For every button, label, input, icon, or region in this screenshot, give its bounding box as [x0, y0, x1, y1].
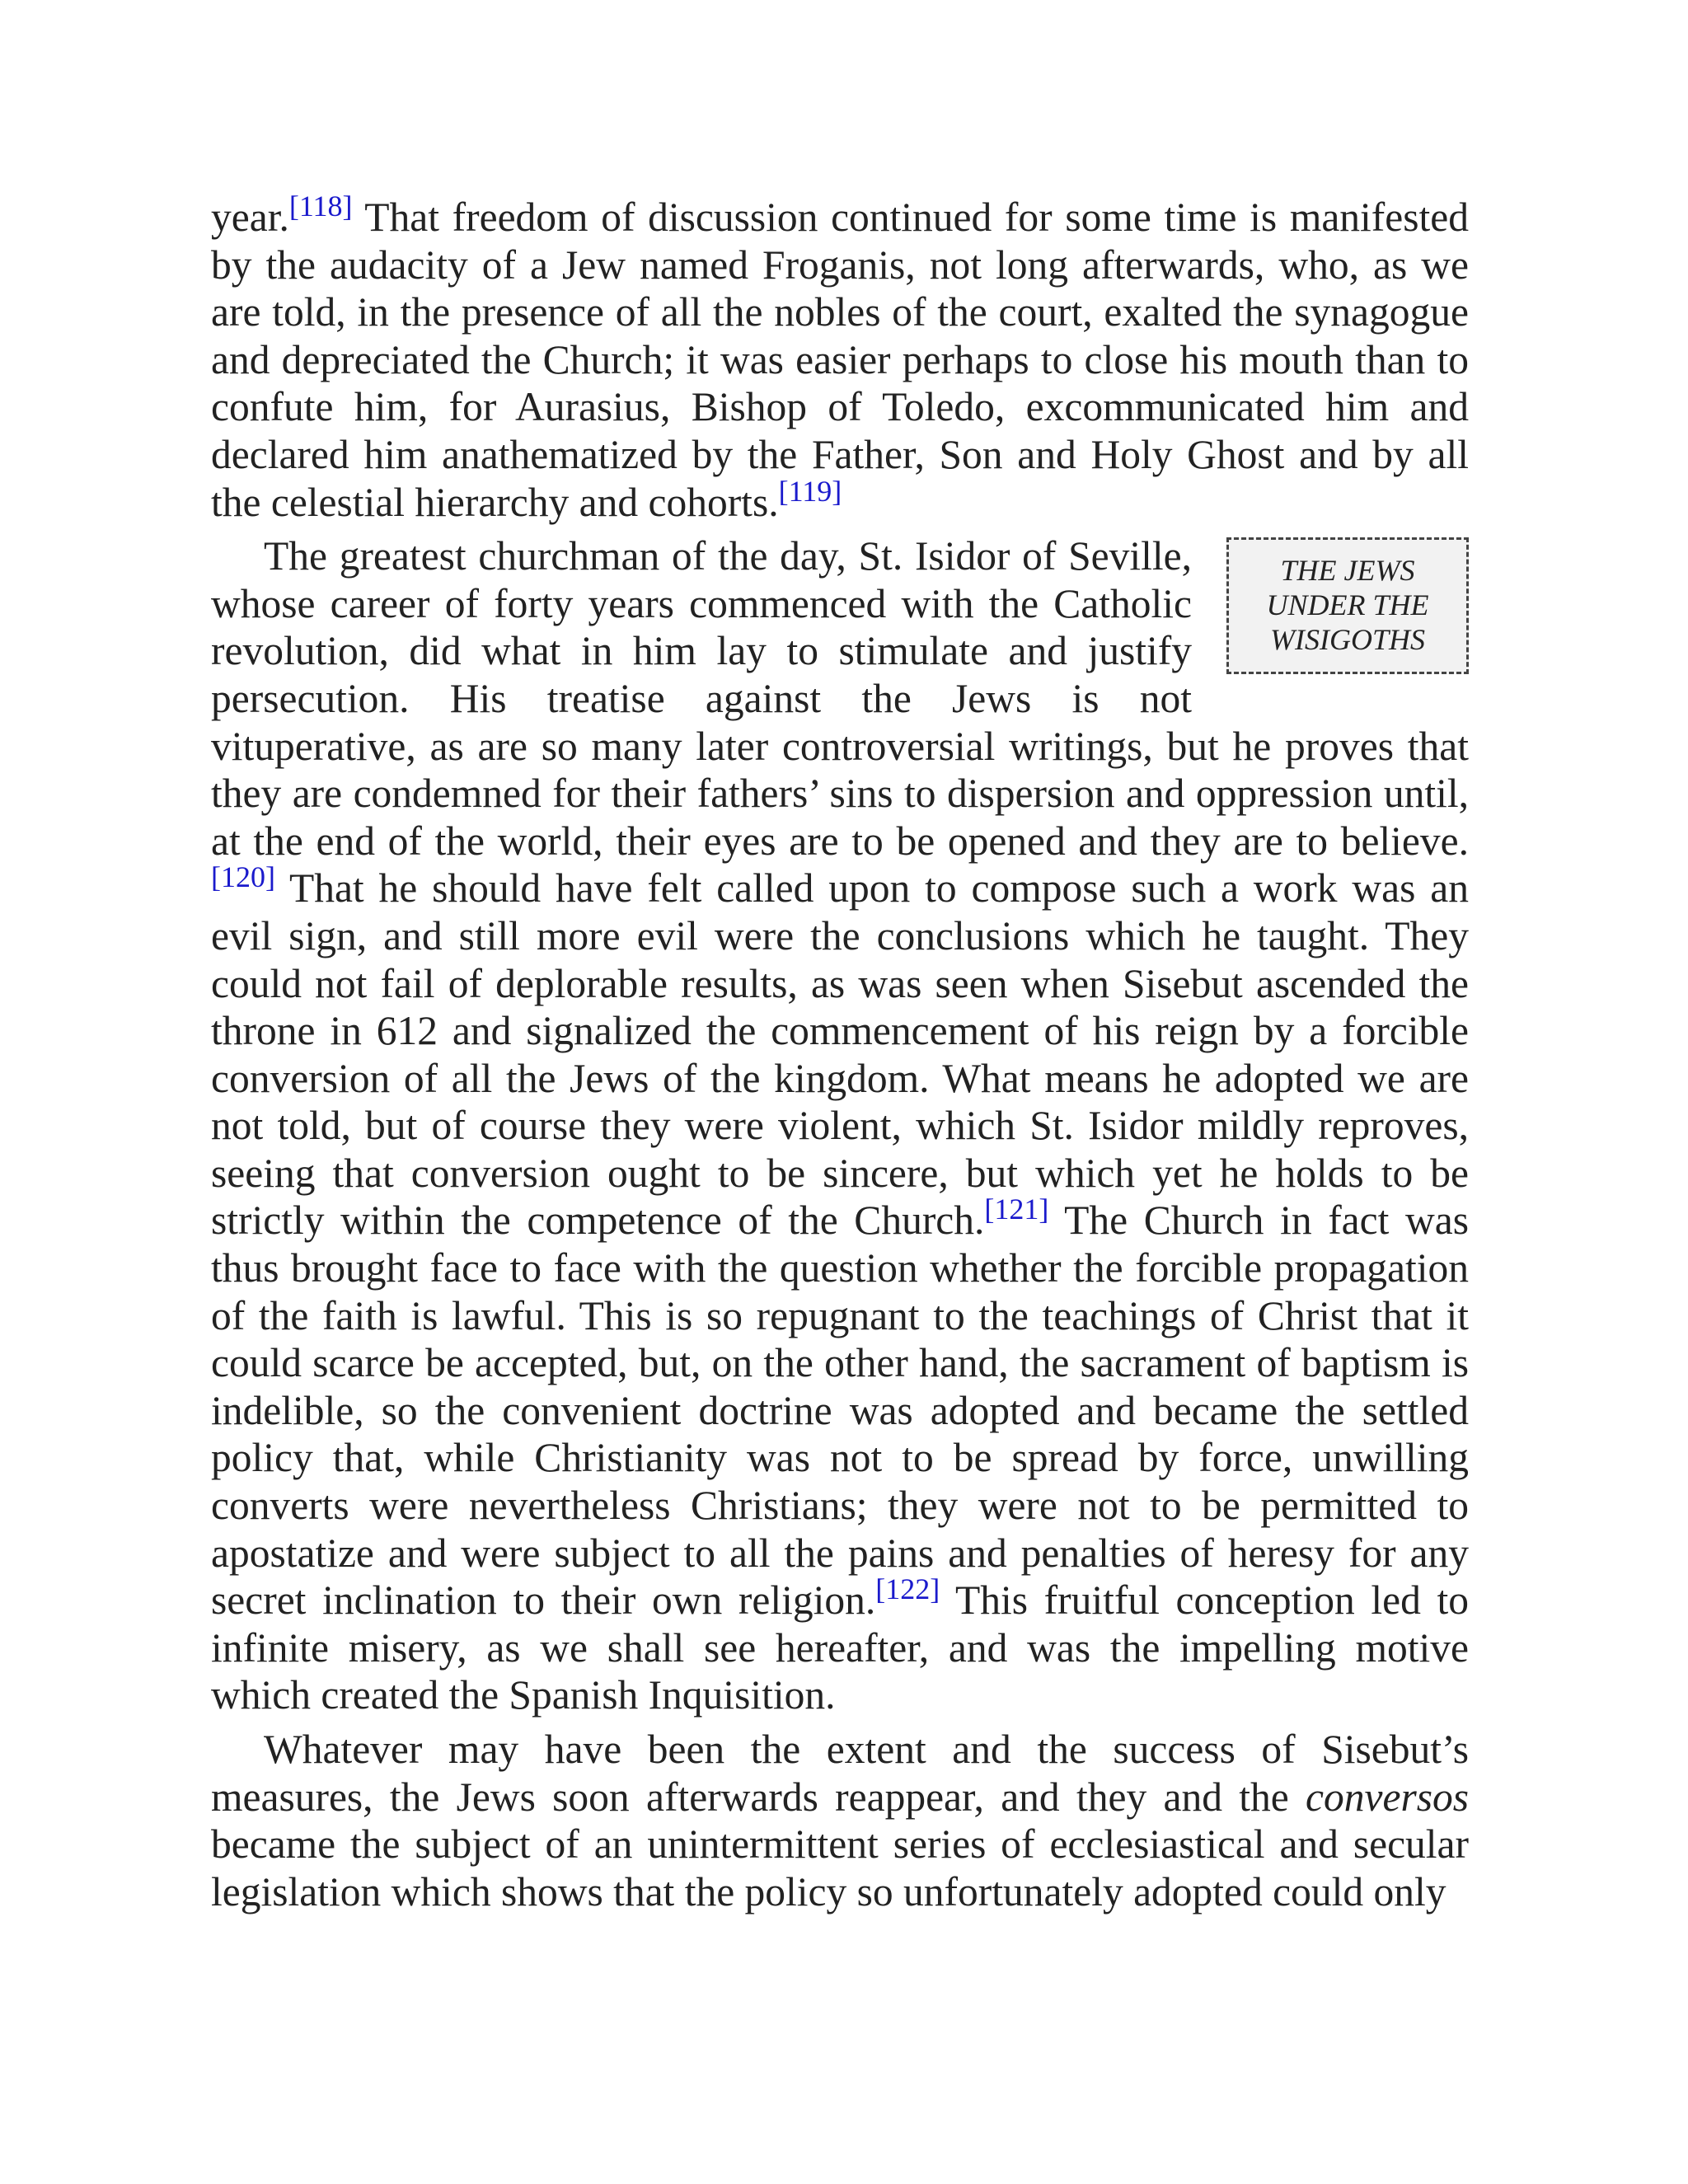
page-body: [211, 190, 1469, 1915]
paragraph-text: The greatest churchman of the day, St. Isidor of Seville, whose career of forty years commenced with the Catholic revolution, did what in him lay to stimulate and justify persecution. His treatise against the Jews is not vituperative, as are so many later controversial writings, but he proves that they are condemned for their fathers’ sins to dispersion and oppression until, at the end of the world, their eyes are to be opened and they are to believe.: [211, 533, 1469, 864]
paragraph-text: This fruitful conception led to infinite misery, as we shall see hereafter, and was the impelling motive which created the Spanish Inquisition.: [211, 1577, 1469, 1718]
paragraph-1: [211, 190, 1469, 526]
sidenote-line: WISIGOTHS: [1270, 623, 1425, 657]
footnote-link-119[interactable]: [119]: [778, 474, 842, 508]
paragraph-text: That he should have felt called upon to compose such a work was an evil sign, and still more evil were the conclusions which he taught. They could not fail of deplorable results, as was seen when Sisebut ascended the throne in 612 and signalized the commencement of his reign by a forcible conversion of all the Jews of the kingdom. What means he adopted we are not told, but of course they were violent, which St. Isidor mildly reproves, seeing that conversion ought to be sincere, but which yet he holds to be strictly within the competence of the Church.: [211, 865, 1469, 1244]
paragraph-text: The Church in fact was thus brought face to face with the question whether the forcible propagation of the faith is lawful. This is so repugnant to the teachings of Christ that it could scarce be accepted, but, on the other hand, the sacrament of baptism is indelible, so the convenient doctrine was adopted and became the settled policy that, while Christianity was not to be spread by force, unwilling converts were nevertheless Christians; they were not to be permitted to apostatize and were subject to all the pains and penalties of heresy for any secret inclination to their own religion.: [211, 1197, 1469, 1624]
footnote-link-122[interactable]: [122]: [875, 1572, 940, 1606]
paragraph-2: [211, 532, 1469, 1719]
paragraph-text: became the subject of an unintermittent series of ecclesiastical and secular legislation which shows that the policy so unfortunately adopted could only: [211, 1821, 1469, 1915]
footnote-link-121[interactable]: [121]: [984, 1193, 1049, 1226]
emphasis-conversos: conversos: [1306, 1774, 1469, 1820]
footnote-link-118[interactable]: [118]: [288, 190, 353, 223]
paragraph-text: year.: [211, 194, 289, 240]
paragraph-text: That freedom of discussion continued for some time is manifested by the audacity of a Jew named Froganis, not long afterwards, who, as we are told, in the presence of all the nobles of the court, exalted the synagogue and depreciated the Church; it was easier perhaps to close his mouth than to confute him, for Aurasius, Bishop of Toledo, excommunicated him and declared him anathematized by the Father, Son and Holy Ghost and by all the celestial hierarchy and cohorts.: [211, 194, 1469, 525]
footnote-link-120[interactable]: [120]: [211, 860, 275, 894]
sidenote-line: THE JEWS: [1280, 554, 1415, 588]
paragraph-3: [211, 1726, 1469, 1915]
sidenote-box: [1226, 537, 1469, 674]
paragraph-text: Whatever may have been the extent and the success of Sisebut’s measures, the Jews soon afterwards reappear, and they and the: [211, 1727, 1469, 1820]
sidenote-line: UNDER THE: [1266, 588, 1429, 622]
